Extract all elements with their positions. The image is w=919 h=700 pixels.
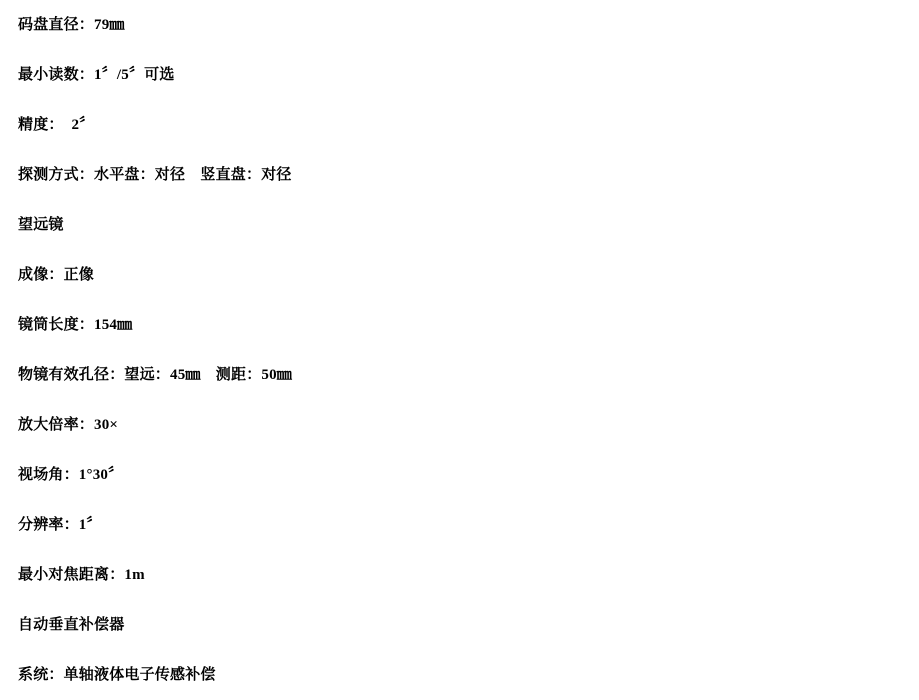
document-line: 物镜有效孔径：望远：45㎜ 测距：50㎜: [18, 367, 293, 383]
document-line: 成像：正像: [18, 267, 95, 283]
document-line: 望远镜: [18, 217, 64, 233]
document-line: 视场角：1°30〞: [18, 467, 124, 483]
document-line: 精度： 2〞: [18, 117, 95, 133]
document-line: 自动垂直补偿器: [18, 617, 125, 633]
document-line: 系统：单轴液体电子传感补偿: [18, 667, 216, 683]
document-line: 码盘直径：79㎜: [18, 17, 125, 33]
document-line: 分辨率：1〞: [18, 517, 102, 533]
document-line: 最小读数：1〞/5〞可选: [18, 67, 175, 83]
document-line: 最小对焦距离：1m: [18, 567, 145, 583]
document-line: 探测方式：水平盘：对径 竖直盘：对径: [18, 167, 292, 183]
document-line: 镜筒长度：154㎜: [18, 317, 133, 333]
document-line: 放大倍率：30×: [18, 417, 119, 433]
